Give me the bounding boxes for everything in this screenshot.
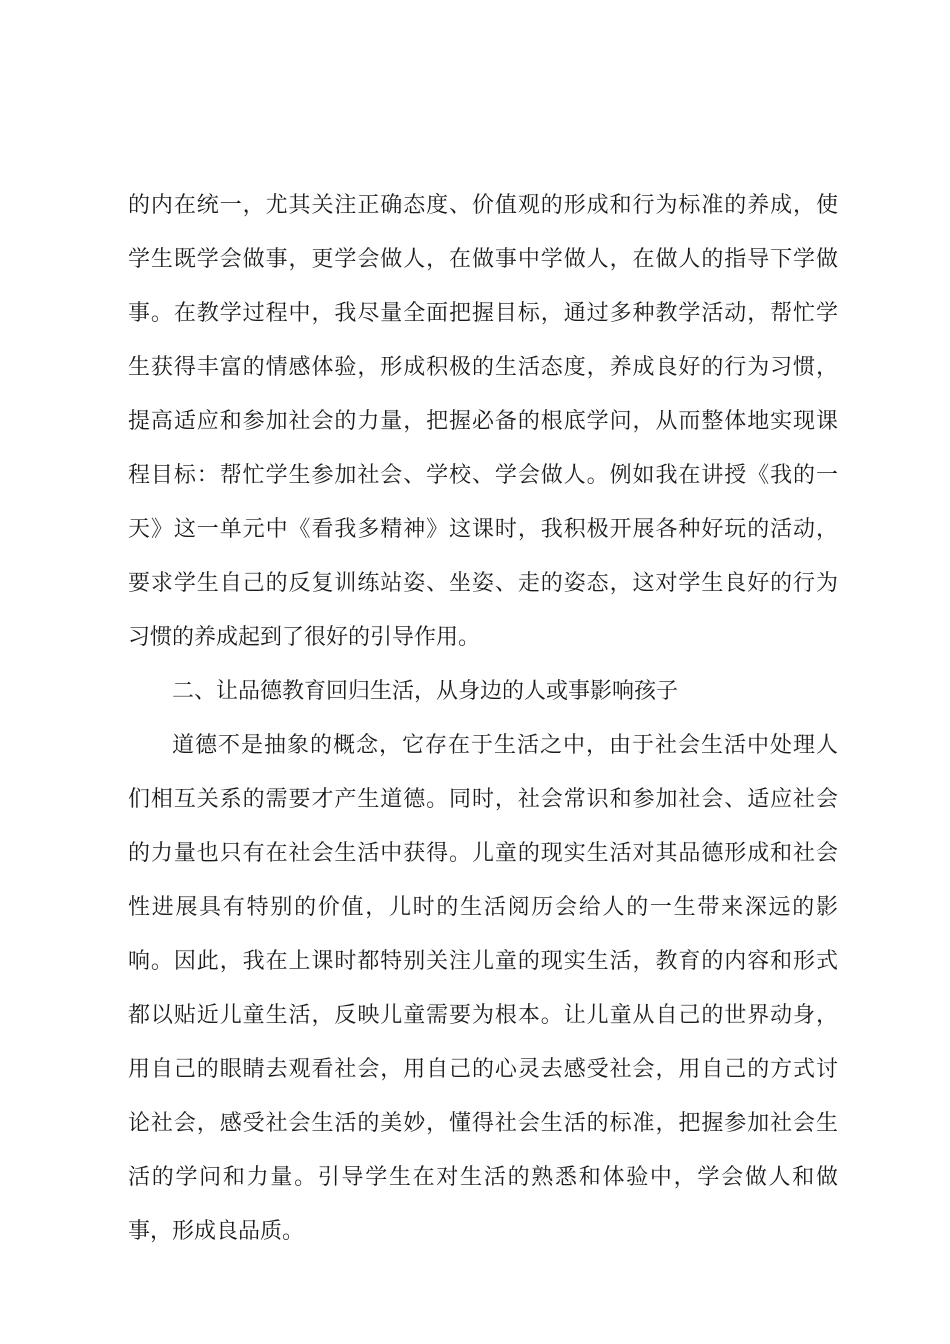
paragraph-1-line-7: 天》这一单元中《看我多精神》这课时，我积极开展各种好玩的活动， — [128, 517, 838, 542]
paragraph-2-line-4: 性进展具有特别的价值，儿时的生活阅历会给人的一生带来深远的影 — [128, 895, 838, 920]
paragraph-2-line-9: 活的学问和力量。引导学生在对生活的熟悉和体验中，学会做人和做 — [128, 1165, 838, 1190]
paragraph-2-line-3: 的力量也只有在社会生活中获得。儿童的现实生活对其品德形成和社会 — [128, 841, 838, 866]
paragraph-2-line-6: 都以贴近儿童生活，反映儿童需要为根本。让儿童从自己的世界动身， — [128, 1003, 838, 1028]
paragraph-1-line-1: 的内在统一，尤其关注正确态度、价值观的形成和行为标准的养成，使 — [128, 193, 838, 218]
paragraph-1-line-3: 事。在教学过程中，我尽量全面把握目标，通过多种教学活动，帮忙学 — [128, 301, 838, 326]
paragraph-2-line-10: 事，形成良品质。 — [128, 1219, 305, 1244]
paragraph-2-line-7: 用自己的眼睛去观看社会，用自己的心灵去感受社会，用自己的方式讨 — [128, 1057, 838, 1082]
paragraph-1-line-6: 程目标：帮忙学生参加社会、学校、学会做人。例如我在讲授《我的一 — [128, 463, 838, 488]
paragraph-1-line-5: 提高适应和参加社会的力量，把握必备的根底学问，从而整体地实现课 — [128, 409, 838, 434]
paragraph-1-line-8: 要求学生自己的反复训练站姿、坐姿、走的姿态，这对学生良好的行为 — [128, 571, 838, 596]
paragraph-1-line-9: 习惯的养成起到了很好的引导作用。 — [128, 625, 481, 650]
paragraph-1-line-4: 生获得丰富的情感体验，形成积极的生活态度，养成良好的行为习惯， — [128, 355, 838, 380]
section-heading: 二、让品德教育回归生活，从身边的人或事影响孩子 — [172, 679, 679, 704]
paragraph-2-line-8: 论社会，感受社会生活的美妙，懂得社会生活的标准，把握参加社会生 — [128, 1111, 838, 1136]
paragraph-2-line-2: 们相互关系的需要才产生道德。同时，社会常识和参加社会、适应社会 — [128, 787, 838, 812]
paragraph-1-line-2: 学生既学会做事，更学会做人，在做事中学做人，在做人的指导下学做 — [128, 247, 838, 272]
paragraph-2-line-1: 道德不是抽象的概念，它存在于生活之中，由于社会生活中处理人 — [172, 733, 838, 758]
paragraph-2-line-5: 响。因此，我在上课时都特别关注儿童的现实生活，教育的内容和形式 — [128, 949, 838, 974]
